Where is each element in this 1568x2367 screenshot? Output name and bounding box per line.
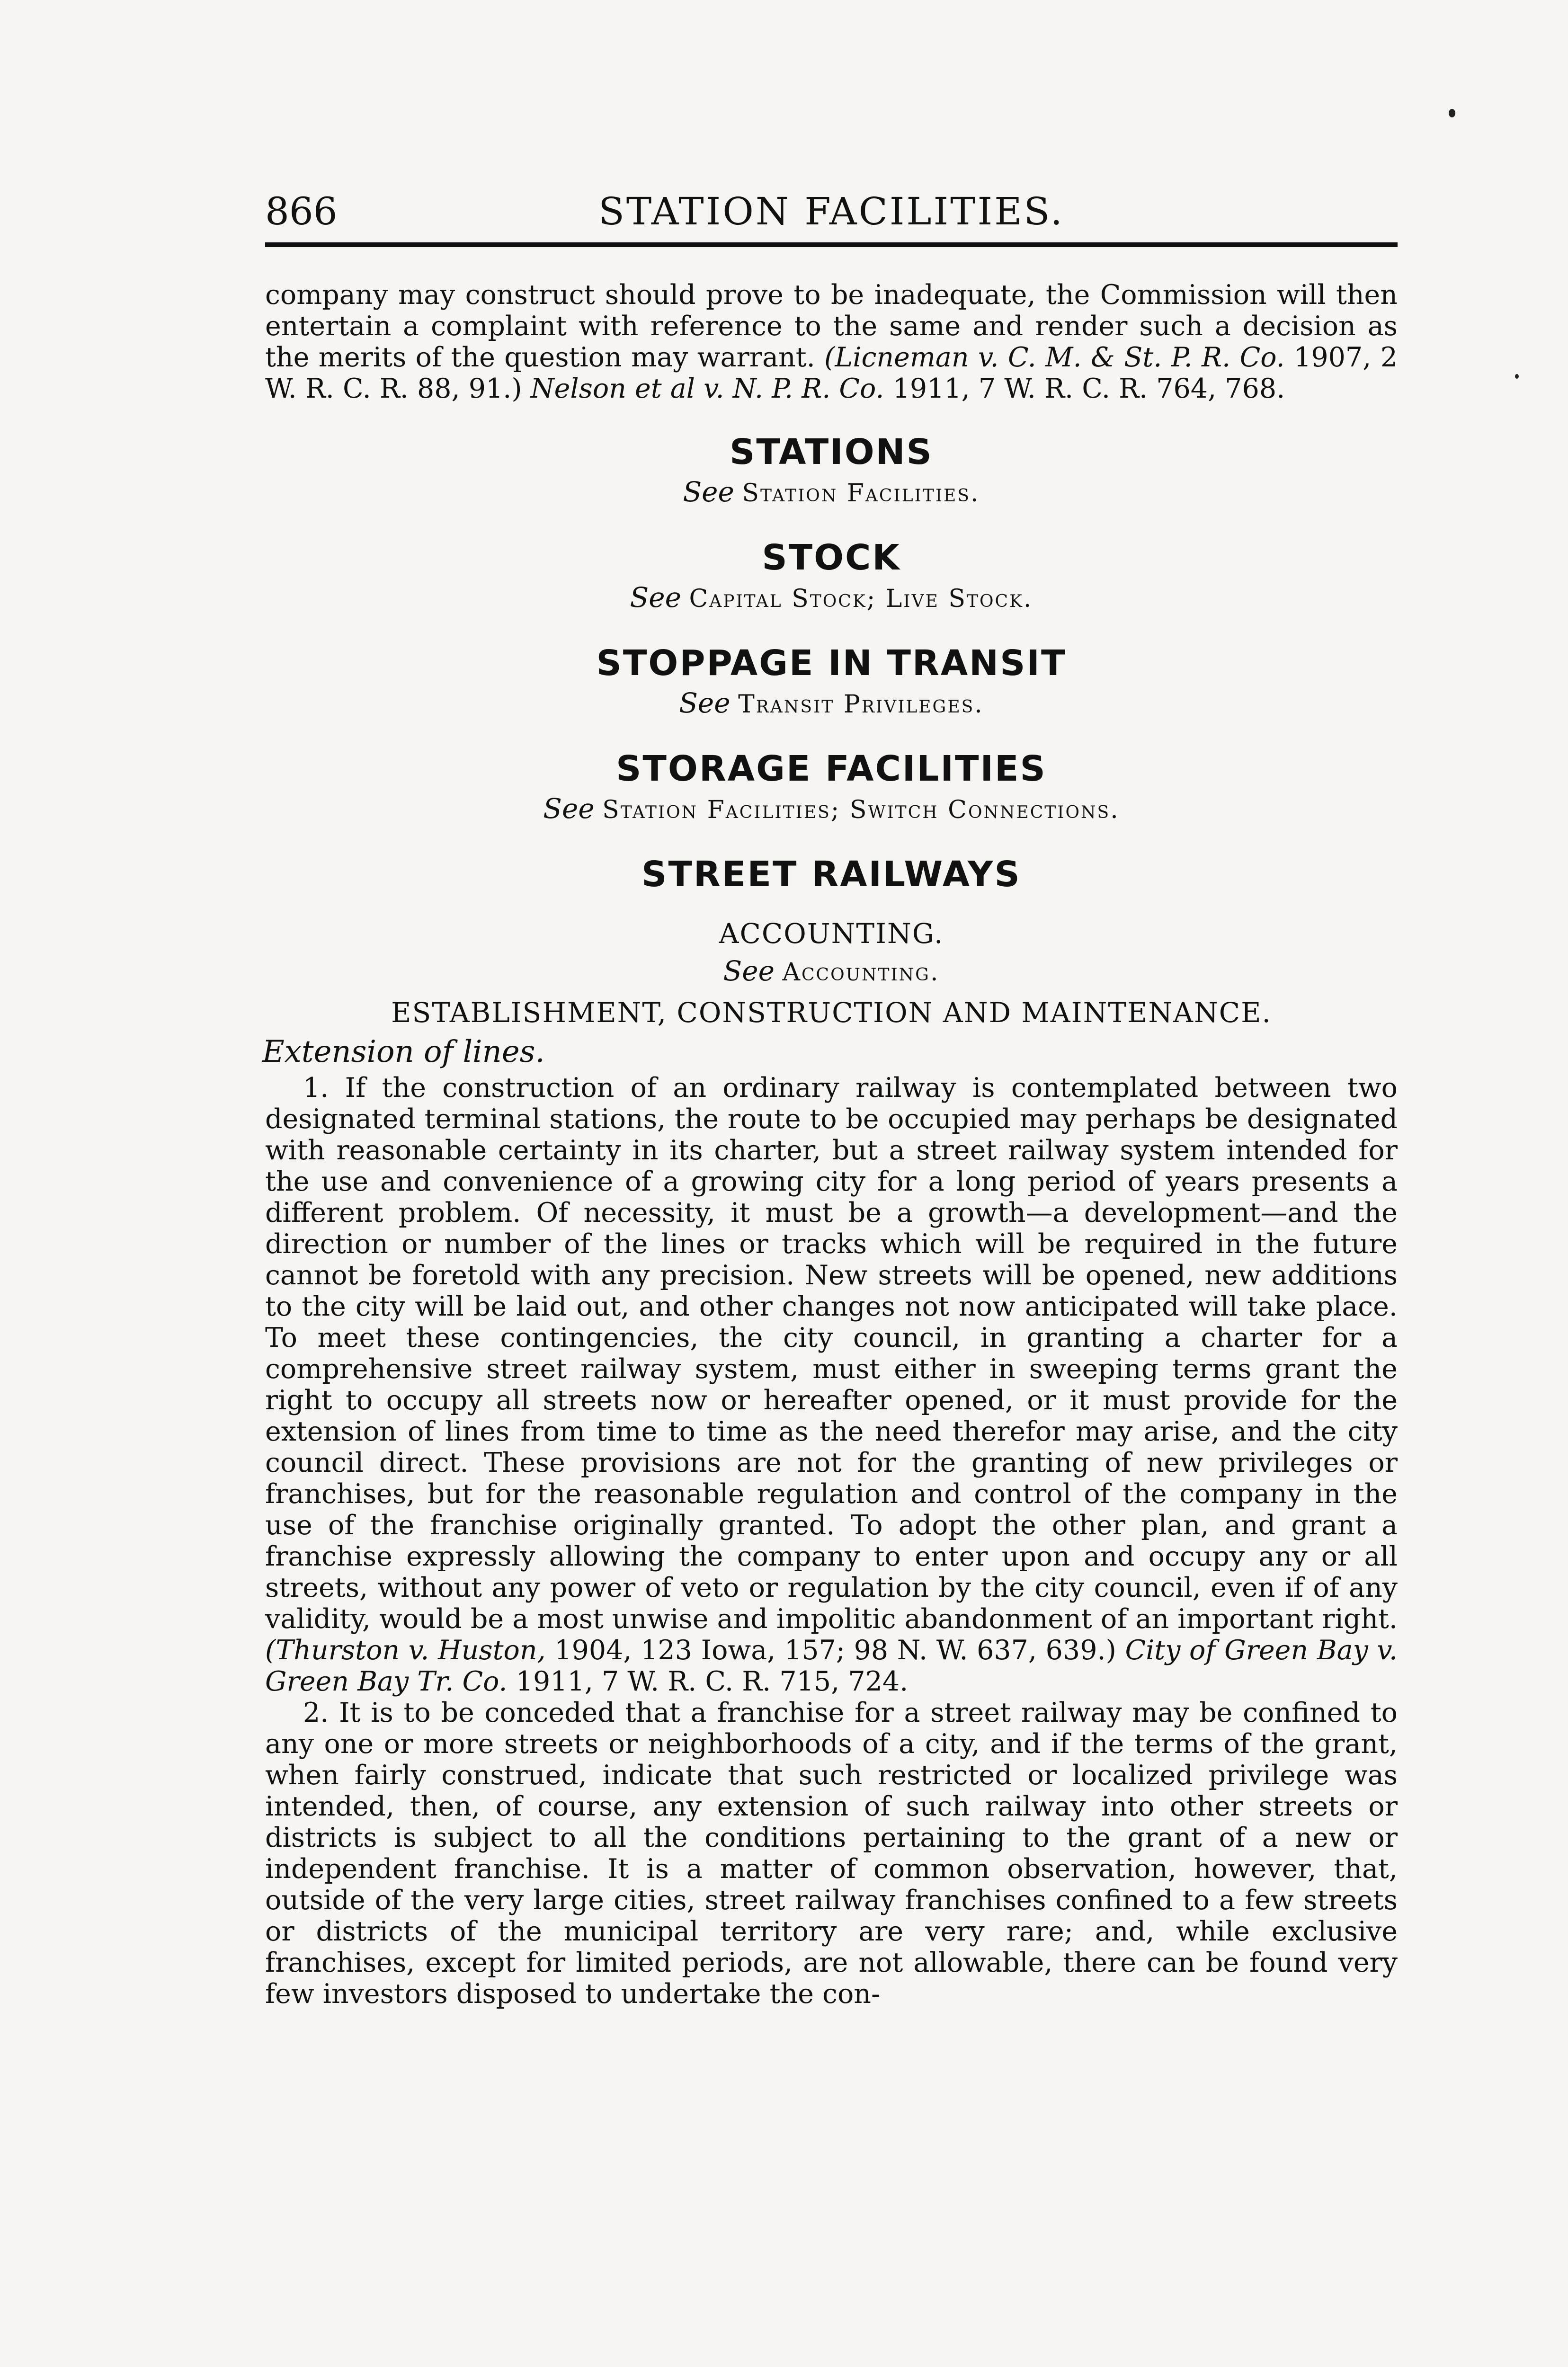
see-reference	[265, 581, 1398, 615]
section-title-stations: STATIONS	[730, 432, 933, 472]
reference-text: Station Facilities; Switch Connections.	[602, 796, 1120, 824]
see-reference	[265, 792, 1398, 827]
citation: Nelson et al v. N. P. R. Co.	[530, 373, 884, 404]
citation: (Thurston v. Huston,	[265, 1635, 546, 1666]
paragraph-text: 1911, 7 W. R. C. R. 715, 724.	[507, 1666, 909, 1697]
intro-text: company may construct should prove to be inadequate, the Commission will then entertain a complaint with reference to the same and render such a decision as the merits of the question may warrant.	[265, 279, 1398, 373]
scan-speck	[1449, 109, 1455, 117]
running-title: STATION FACILITIES.	[598, 189, 1064, 233]
section-title-stoppage: STOPPAGE IN TRANSIT	[596, 643, 1067, 684]
intro-text: 1907, 2 W. R. C. R. 88, 91.)	[265, 342, 1398, 404]
page-header	[265, 189, 1398, 241]
citation: City of Green Bay v. Green Bay Tr. Co.	[265, 1635, 1398, 1697]
paragraph-1	[265, 1072, 1398, 1697]
see-reference	[265, 954, 1398, 989]
section-title-storage: STORAGE FACILITIES	[616, 748, 1047, 789]
see-label: See	[683, 476, 734, 508]
see-label: See	[723, 955, 775, 987]
reference-text: Accounting.	[782, 958, 940, 987]
citation: (Licneman v. C. M. & St. P. R. Co.	[824, 342, 1285, 373]
intro-paragraph	[265, 279, 1398, 404]
scan-speck	[1515, 374, 1519, 379]
paragraph-text: 1904, 123 Iowa, 157; 98 N. W. 637, 639.)	[545, 1635, 1125, 1666]
see-reference	[265, 686, 1398, 721]
see-label: See	[679, 687, 731, 719]
paragraph-2: 2. It is to be conceded that a franchise for a street railway may be confined to any one or more streets or neighborhoods of a city, and if the terms of the grant, when fairly construed, indicate that such restricted or localized privilege was intended, then, of course, any extension of such railway into other streets or districts is subject to all the conditions pertaining to the grant of a new or independent franchise. It is a matter of common observation, however, that, outside of the very large cities, street railway franchises confined to a few streets or districts of the municipal territory are very rare; and, while exclusive franchises, except for limited periods, are not allowable, there can be found very few investors disposed to undertake the con-	[265, 1697, 1398, 2010]
page-body	[262, 279, 1398, 2010]
subhead-establishment: ESTABLISHMENT, CONSTRUCTION AND MAINTENANCE.	[391, 997, 1272, 1029]
see-reference	[265, 475, 1398, 510]
see-label: See	[543, 792, 595, 825]
reference-text: Station Facilities.	[742, 479, 980, 507]
section-title-street-railways: STREET RAILWAYS	[641, 854, 1021, 895]
see-label: See	[630, 581, 681, 614]
header-rule	[265, 242, 1398, 247]
intro-text: 1911, 7 W. R. C. R. 764, 768.	[884, 373, 1285, 404]
reference-text: Transit Privileges.	[738, 690, 984, 719]
subhead-accounting: ACCOUNTING.	[719, 917, 944, 950]
page-number: 866	[265, 189, 338, 233]
subhead-extension-of-lines: Extension of lines.	[262, 1034, 545, 1069]
paragraph-text: 1. If the construction of an ordinary railway is contemplated between two designated terminal stations, the route to be occupied may perhaps be designated with reasonable certainty in its charter, but a street railway system intended for the use and convenience of a growing city for a long period of years presents a different problem. Of necessity, it must be a growth—a development—and the direction or number of the lines or tracks which will be required in the future cannot be foretold with any precision. New streets will be opened, new additions to the city will be laid out, and other changes not now anticipated will take place. To meet these contingencies, the city council, in granting a charter for a comprehensive street railway system, must either in sweeping terms grant the right to occupy all streets now or hereafter opened, or it must provide for the extension of lines from time to time as the need therefor may arise, and the city council direct. These provisions are not for the granting of new privileges or franchises, but for the reasonable regulation and control of the company in the use of the franchise originally granted. To adopt the other plan, and grant a franchise expressly allowing the company to enter upon and occupy any or all streets, without any power of veto or regulation by the city council, even if of any validity, would be a most unwise and impolitic abandonment of an important right.	[265, 1072, 1398, 1635]
section-title-stock: STOCK	[762, 537, 901, 578]
reference-text: Capital Stock; Live Stock.	[689, 585, 1033, 613]
